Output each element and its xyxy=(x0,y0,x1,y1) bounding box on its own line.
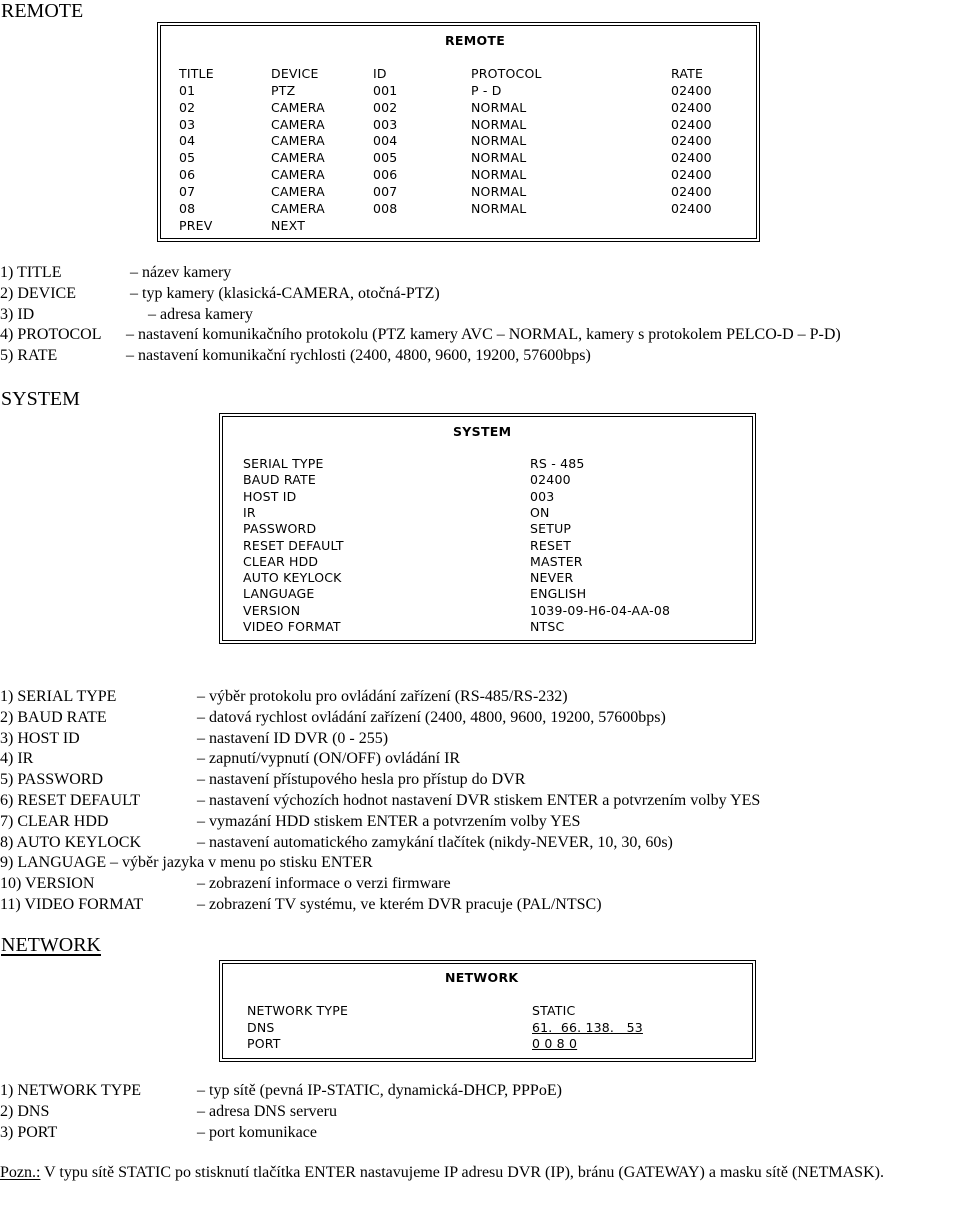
description-term: 11) VIDEO FORMAT xyxy=(0,896,144,913)
setting-label: VERSION xyxy=(243,602,301,618)
description-term: 9) LANGUAGE xyxy=(0,854,107,872)
table-cell: CAMERA xyxy=(271,200,325,216)
remote-screen-title: REMOTE xyxy=(445,33,506,48)
description-line xyxy=(0,875,451,893)
setting-value: STATIC xyxy=(532,1003,576,1018)
description-text: – nastavení komunikační rychlosti (2400, 4800, 9600, 19200, 57600bps) xyxy=(126,347,591,365)
description-text: – zobrazení TV systému, ve kterém DVR pracuje (PAL/NTSC) xyxy=(197,896,602,913)
settings-row[interactable] xyxy=(220,619,750,635)
description-line xyxy=(0,708,666,727)
table-row[interactable] xyxy=(158,133,748,149)
setting-value: NEVER xyxy=(530,570,574,586)
description-term: 3) ID xyxy=(0,305,35,323)
settings-row[interactable] xyxy=(220,521,750,537)
settings-row[interactable] xyxy=(220,505,750,521)
table-cell: 02400 xyxy=(671,200,712,216)
description-text: – zobrazení informace o verzi firmware xyxy=(197,875,451,893)
settings-row[interactable] xyxy=(220,538,750,554)
table-cell: NORMAL xyxy=(471,167,527,182)
table-row[interactable] xyxy=(158,100,748,116)
table-cell: NORMAL xyxy=(471,150,527,166)
description-text: – výběr protokolu pro ovládání zařízení (RS-485/RS-232) xyxy=(197,688,568,705)
description-line xyxy=(0,896,602,914)
description-term: 8) AUTO KEYLOCK xyxy=(0,833,142,851)
description-text: – typ sítě (pevná IP-STATIC, dynamická-DHCP, PPPoE) xyxy=(197,1082,562,1099)
description-term: 3) HOST ID xyxy=(0,729,80,747)
settings-row[interactable] xyxy=(220,603,750,619)
table-cell: P - D xyxy=(471,83,502,98)
table-cell: NORMAL xyxy=(471,133,527,149)
description-line xyxy=(0,326,841,344)
setting-label: PASSWORD xyxy=(243,521,317,537)
description-term: 2) DEVICE xyxy=(0,284,76,302)
table-cell: 003 xyxy=(373,116,398,132)
table-cell: 001 xyxy=(373,83,398,98)
table-cell: 004 xyxy=(373,133,398,149)
setting-label: IR xyxy=(243,504,256,520)
description-term: 1) NETWORK TYPE xyxy=(0,1082,142,1099)
table-row[interactable] xyxy=(158,83,748,99)
table-cell: 02400 xyxy=(671,183,712,199)
description-term: 4) PROTOCOL xyxy=(0,326,102,344)
description-term: 7) CLEAR HDD xyxy=(0,812,109,830)
table-cell: 006 xyxy=(373,167,398,182)
table-cell: 02400 xyxy=(671,150,712,166)
table-cell: CAMERA xyxy=(271,150,325,166)
table-cell: 03 xyxy=(179,116,196,132)
description-text: – datová rychlost ovládání zařízení (2400, 4800, 9600, 19200, 57600bps) xyxy=(197,708,666,726)
table-cell: 02400 xyxy=(671,99,712,115)
setting-value: 0 0 8 0 xyxy=(532,1036,578,1051)
description-line xyxy=(0,833,673,852)
description-text: – nastavení přístupového hesla pro přístup do DVR xyxy=(197,771,526,789)
settings-row[interactable] xyxy=(220,570,750,586)
column-header: TITLE xyxy=(179,66,214,81)
table-cell: CAMERA xyxy=(271,133,325,149)
table-row[interactable] xyxy=(158,201,748,217)
description-text: – adresa kamery xyxy=(148,305,253,323)
table-cell: NORMAL xyxy=(471,116,527,132)
table-cell: 02400 xyxy=(671,83,712,98)
table-cell: 02400 xyxy=(671,116,712,132)
description-text: – název kamery xyxy=(130,264,232,281)
table-cell: 02 xyxy=(179,99,196,115)
setting-value: SETUP xyxy=(530,521,572,537)
description-term: 5) PASSWORD xyxy=(0,771,103,789)
description-text: – nastavení automatického zamykání tlačítek (nikdy-NEVER, 10, 30, 60s) xyxy=(197,833,673,851)
description-term: 5) RATE xyxy=(0,347,58,365)
description-term: 3) PORT xyxy=(0,1123,58,1141)
setting-value: NTSC xyxy=(530,619,565,634)
column-header: DEVICE xyxy=(271,66,319,81)
settings-row[interactable] xyxy=(220,586,750,602)
table-row[interactable] xyxy=(158,167,748,183)
setting-label: CLEAR HDD xyxy=(243,553,319,569)
description-term: 2) DNS xyxy=(0,1102,50,1120)
table-cell: 01 xyxy=(179,83,196,98)
table-cell: CAMERA xyxy=(271,99,325,115)
description-term: 6) RESET DEFAULT xyxy=(0,792,141,809)
settings-row[interactable] xyxy=(220,1020,750,1036)
table-row[interactable] xyxy=(158,117,748,133)
setting-value: 61. 66. 138. 53 xyxy=(532,1019,643,1035)
note-label: Pozn.: xyxy=(0,1164,41,1181)
description-line xyxy=(0,284,440,303)
description-text: – vymazání HDD stiskem ENTER a potvrzením volby YES xyxy=(197,812,581,830)
table-cell: NORMAL xyxy=(471,99,527,115)
table-cell: 08 xyxy=(179,200,196,216)
note xyxy=(0,1163,955,1183)
table-cell: CAMERA xyxy=(271,167,325,182)
setting-label: BAUD RATE xyxy=(243,472,316,488)
description-text: – adresa DNS serveru xyxy=(197,1102,337,1120)
table-cell: 02400 xyxy=(671,133,712,149)
system-screen-title: SYSTEM xyxy=(453,424,512,439)
system-screen xyxy=(219,413,756,644)
description-line xyxy=(0,688,568,706)
setting-label: NETWORK TYPE xyxy=(247,1003,349,1018)
settings-row[interactable] xyxy=(220,456,750,472)
setting-label: VIDEO FORMAT xyxy=(243,619,341,634)
table-cell: PTZ xyxy=(271,83,296,98)
setting-label: PORT xyxy=(247,1036,281,1051)
description-line xyxy=(0,1082,562,1100)
next-button[interactable]: NEXT xyxy=(271,218,306,233)
table-cell: 008 xyxy=(373,200,398,216)
description-line xyxy=(0,729,389,748)
table-cell: 05 xyxy=(179,150,196,166)
settings-row[interactable] xyxy=(220,554,750,570)
description-line xyxy=(0,1123,317,1142)
system-heading: SYSTEM xyxy=(1,388,80,410)
description-text: – nastavení výchozích hodnot nastavení DVR stiskem ENTER a potvrzením volby YES xyxy=(197,792,761,809)
description-line xyxy=(0,264,232,282)
description-line xyxy=(0,854,373,872)
setting-label: HOST ID xyxy=(243,488,297,504)
settings-row[interactable] xyxy=(220,1036,750,1052)
description-line xyxy=(0,792,761,810)
description-term: 1) SERIAL TYPE xyxy=(0,688,117,705)
table-cell: 005 xyxy=(373,150,398,166)
description-text: – nastavení komunikačního protokolu (PTZ kamery AVC – NORMAL, kamery s protokolem PELCO-D – P-D) xyxy=(126,326,841,344)
description-text: – zapnutí/vypnutí (ON/OFF) ovládání IR xyxy=(197,750,461,768)
table-row[interactable] xyxy=(158,184,748,200)
table-cell: CAMERA xyxy=(271,116,325,132)
description-text: – typ kamery (klasická-CAMERA, otočná-PTZ) xyxy=(130,284,440,302)
remote-heading: REMOTE xyxy=(1,0,84,22)
table-cell: NORMAL xyxy=(471,183,527,199)
column-header: RATE xyxy=(671,66,704,81)
table-cell: CAMERA xyxy=(271,183,325,199)
table-cell: 04 xyxy=(179,133,196,149)
setting-value: 1039-09-H6-04-AA-08 xyxy=(530,602,671,618)
network-screen-title: NETWORK xyxy=(445,970,519,985)
description-text: – nastavení ID DVR (0 - 255) xyxy=(197,729,389,747)
table-cell: 002 xyxy=(373,99,398,115)
description-term: 4) IR xyxy=(0,750,34,768)
table-cell: 07 xyxy=(179,183,196,199)
setting-value: RESET xyxy=(530,537,572,553)
table-cell: 007 xyxy=(373,183,398,199)
network-heading: NETWORK xyxy=(1,934,101,956)
setting-label: SERIAL TYPE xyxy=(243,456,324,471)
description-line xyxy=(0,347,591,365)
description-line xyxy=(0,305,253,324)
setting-value: RS - 485 xyxy=(530,456,585,471)
description-term: 10) VERSION xyxy=(0,875,95,893)
setting-value: 003 xyxy=(530,488,555,504)
note-text: V typu sítě STATIC po stisknutí tlačítka ENTER nastavujeme IP adresu DVR (IP), bránu (GATEWAY) a masku sítě (NETMASK). xyxy=(40,1164,884,1181)
description-line xyxy=(0,1102,337,1121)
description-line xyxy=(0,812,581,831)
setting-value: MASTER xyxy=(530,553,583,569)
settings-row[interactable] xyxy=(220,489,750,505)
setting-value: ON xyxy=(530,504,550,520)
setting-label: LANGUAGE xyxy=(243,586,315,602)
setting-value: ENGLISH xyxy=(530,586,587,602)
network-screen xyxy=(219,960,756,1062)
description-line xyxy=(0,750,461,768)
setting-label: DNS xyxy=(247,1019,275,1035)
column-header: ID xyxy=(373,66,387,81)
column-header: PROTOCOL xyxy=(471,66,542,81)
settings-row[interactable] xyxy=(220,472,750,488)
table-cell: NORMAL xyxy=(471,200,527,216)
setting-label: RESET DEFAULT xyxy=(243,537,344,553)
description-line xyxy=(0,771,526,789)
description-term: 2) BAUD RATE xyxy=(0,708,107,726)
setting-value: 02400 xyxy=(530,472,571,488)
description-text: – výběr jazyka v menu po stisku ENTER xyxy=(110,854,373,872)
prev-button[interactable]: PREV xyxy=(179,218,213,233)
remote-screen xyxy=(157,22,760,242)
table-cell: 02400 xyxy=(671,167,712,182)
description-text: – port komunikace xyxy=(197,1123,317,1141)
setting-label: AUTO KEYLOCK xyxy=(243,570,342,586)
description-term: 1) TITLE xyxy=(0,264,62,281)
table-cell: 06 xyxy=(179,167,196,182)
table-row[interactable] xyxy=(158,150,748,166)
settings-row[interactable] xyxy=(220,1003,750,1019)
